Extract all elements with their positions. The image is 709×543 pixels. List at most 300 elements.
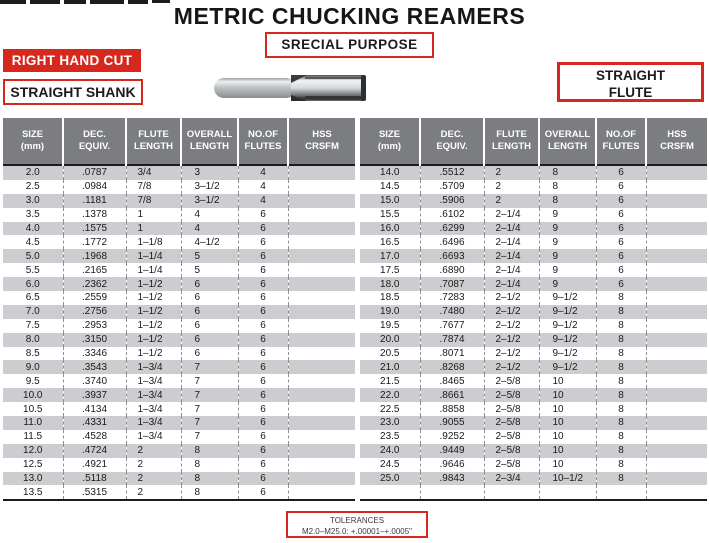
cell: 10: [539, 402, 596, 416]
table-row: [360, 430, 707, 444]
cell: .5906: [420, 194, 484, 208]
cell: [646, 291, 707, 305]
cell: [360, 485, 420, 500]
cell: 4.5: [25, 236, 40, 248]
cell: 23.0: [380, 417, 400, 429]
cell: .1772: [63, 235, 126, 249]
table-row: [3, 485, 355, 500]
cell: 2: [126, 458, 181, 472]
cell: .3937: [63, 388, 126, 402]
table-row: [3, 388, 355, 402]
cell: .4134: [63, 402, 126, 416]
cell: 8: [596, 458, 646, 472]
cell: 2–1/2: [484, 319, 539, 333]
cell: .1968: [63, 249, 126, 263]
cell: 1–3/4: [126, 388, 181, 402]
cell: 8: [596, 305, 646, 319]
cell: 6: [238, 249, 288, 263]
cell: [288, 319, 355, 333]
cell: 6: [238, 485, 288, 500]
cell: 10.5: [23, 403, 43, 415]
cell: 10–1/2: [539, 472, 596, 486]
cell: 8: [596, 402, 646, 416]
table-row: [3, 374, 355, 388]
cell: 4: [238, 194, 288, 208]
reamer-illustration: [213, 71, 369, 105]
cell: 7.0: [25, 306, 40, 318]
table-row: [3, 360, 355, 374]
cell: 24.0: [380, 445, 400, 457]
cell: [646, 374, 707, 388]
cell: 1–3/4: [126, 416, 181, 430]
cell: 1: [126, 208, 181, 222]
cell: .7283: [420, 291, 484, 305]
cell: 6: [596, 165, 646, 180]
table-row: [360, 194, 707, 208]
cell: .4528: [63, 430, 126, 444]
cell: 1–1/4: [126, 249, 181, 263]
cell: .9843: [420, 472, 484, 486]
col-hss-crsfm: HSS CRSFM: [646, 118, 707, 165]
cell: 1–3/4: [126, 374, 181, 388]
cell: 16.5: [380, 236, 400, 248]
cell: 8: [181, 458, 238, 472]
cell: [539, 485, 596, 500]
col-hss-crsfm: HSS CRSFM: [288, 118, 355, 165]
cell: 6: [238, 235, 288, 249]
cell: [646, 319, 707, 333]
cell: 6: [181, 277, 238, 291]
cell: 22.5: [380, 403, 400, 415]
cell: .2559: [63, 291, 126, 305]
cell: [646, 277, 707, 291]
cell: .0787: [63, 165, 126, 180]
cell: 6: [238, 472, 288, 486]
col-overall-length: OVERALL LENGTH: [181, 118, 238, 165]
cell: [646, 194, 707, 208]
cell: 8: [596, 444, 646, 458]
tolerances-box: [286, 511, 428, 538]
cell: 2–1/2: [484, 360, 539, 374]
cell: .3543: [63, 360, 126, 374]
table-row: [3, 235, 355, 249]
cell: 8: [181, 444, 238, 458]
cell: 6: [238, 222, 288, 236]
cell: 2–1/4: [484, 263, 539, 277]
cell: 9–1/2: [539, 291, 596, 305]
cell: .0984: [63, 180, 126, 194]
cell: .6890: [420, 263, 484, 277]
cell: 1–3/4: [126, 430, 181, 444]
table-row: [360, 485, 707, 500]
cell: 6: [238, 263, 288, 277]
table-row: [3, 416, 355, 430]
cell: 7: [181, 430, 238, 444]
cell: 7: [181, 402, 238, 416]
cell: 8: [539, 194, 596, 208]
table-row: [360, 263, 707, 277]
cell: 9–1/2: [539, 319, 596, 333]
cell: 6: [238, 444, 288, 458]
col-overall-length: OVERALL LENGTH: [539, 118, 596, 165]
cell: 2–1/2: [484, 305, 539, 319]
table-row: [3, 194, 355, 208]
cell: 2–5/8: [484, 444, 539, 458]
cell: 1–1/2: [126, 319, 181, 333]
col-size: SIZE (mm): [360, 118, 420, 165]
cell: 2–5/8: [484, 416, 539, 430]
col-size: SIZE (mm): [3, 118, 63, 165]
cell: 13.5: [23, 486, 43, 498]
cell: 9: [539, 222, 596, 236]
cell: 2.0: [25, 167, 40, 179]
cell: .2953: [63, 319, 126, 333]
cell: [288, 360, 355, 374]
cell: 2: [126, 485, 181, 500]
straight-shank-badge: STRAIGHT SHANK: [3, 79, 143, 105]
cell: .8465: [420, 374, 484, 388]
cell: 8: [539, 165, 596, 180]
tolerances-title: TOLERANCES: [329, 516, 385, 525]
cell: 6: [181, 333, 238, 347]
cell: 3–1/2: [181, 194, 238, 208]
cell: 15.5: [380, 209, 400, 221]
table-row: [360, 249, 707, 263]
table-row: [360, 458, 707, 472]
table-row: [360, 165, 707, 180]
cell: [288, 208, 355, 222]
cell: 10: [539, 374, 596, 388]
cell: 8: [596, 374, 646, 388]
cell: [288, 249, 355, 263]
cell: 10: [539, 458, 596, 472]
cell: 5.5: [25, 264, 40, 276]
table-row: [360, 277, 707, 291]
cell: 2–1/4: [484, 277, 539, 291]
cell: 8: [596, 472, 646, 486]
cell: .1575: [63, 222, 126, 236]
cell: 4.0: [25, 223, 40, 234]
cell: 17.5: [380, 264, 400, 276]
cell: [288, 402, 355, 416]
cell: 23.5: [380, 431, 400, 443]
cell: 6: [238, 430, 288, 444]
cell: 7: [181, 360, 238, 374]
cell: 8: [181, 472, 238, 486]
cell: 7/8: [126, 180, 181, 194]
cell: 2: [484, 194, 539, 208]
cell: 6: [238, 319, 288, 333]
cell: [646, 305, 707, 319]
cell: 2–1/4: [484, 208, 539, 222]
col-dec-equiv: DEC. EQUIV.: [420, 118, 484, 165]
cell: [288, 388, 355, 402]
tolerances-value: M2.0–M25.0: +.00001–+.0005": [301, 527, 413, 536]
cell: .8858: [420, 402, 484, 416]
cell: 6: [238, 402, 288, 416]
cell: [646, 347, 707, 361]
table-row: [360, 374, 707, 388]
cell: 2: [484, 165, 539, 180]
cell: 2–5/8: [484, 430, 539, 444]
cell: .8268: [420, 360, 484, 374]
cell: .6299: [420, 222, 484, 236]
cell: 9.0: [25, 361, 40, 373]
table-row: [360, 444, 707, 458]
cell: [646, 444, 707, 458]
cell: 10.0: [23, 389, 43, 401]
cell: 7: [181, 374, 238, 388]
cell: 22.0: [380, 389, 400, 401]
cell: [288, 374, 355, 388]
cell: [288, 263, 355, 277]
table-row: [360, 472, 707, 486]
cell: 10: [539, 444, 596, 458]
cell: 7/8: [126, 194, 181, 208]
cell: 1–1/4: [126, 263, 181, 277]
cell: [288, 416, 355, 430]
cell: .6496: [420, 235, 484, 249]
cell: 4: [181, 208, 238, 222]
cell: 1–1/2: [126, 333, 181, 347]
cell: .4724: [63, 444, 126, 458]
cell: [288, 165, 355, 180]
cell: 2.5: [25, 181, 40, 193]
cell: 1–3/4: [126, 360, 181, 374]
col-no-of-flutes: NO.OF FLUTES: [238, 118, 288, 165]
cell: 15.0: [380, 195, 400, 207]
cell: .7480: [420, 305, 484, 319]
col-flute-length: FLUTE LENGTH: [126, 118, 181, 165]
table-header: [360, 118, 707, 165]
cell: [646, 458, 707, 472]
cell: 11.5: [23, 431, 43, 443]
cell: .4331: [63, 416, 126, 430]
cell: 8: [181, 485, 238, 500]
cell: 9: [539, 235, 596, 249]
cell: 6: [238, 458, 288, 472]
table-row: [360, 305, 707, 319]
table-row: [3, 222, 355, 236]
cell: 20.5: [380, 348, 400, 360]
cell: 6: [238, 208, 288, 222]
cell: 2–5/8: [484, 402, 539, 416]
cell: 2–5/8: [484, 458, 539, 472]
cell: [646, 430, 707, 444]
cell: .9646: [420, 458, 484, 472]
cell: 6: [596, 263, 646, 277]
table-row: [3, 333, 355, 347]
cell: [288, 277, 355, 291]
cell: [288, 444, 355, 458]
cell: .1378: [63, 208, 126, 222]
cell: 2: [126, 472, 181, 486]
cell: 2: [126, 444, 181, 458]
cell: 6: [238, 305, 288, 319]
table-row: [360, 333, 707, 347]
cell: [288, 235, 355, 249]
cell: 11.0: [23, 417, 43, 429]
table-row: [3, 263, 355, 277]
cell: 6: [238, 416, 288, 430]
cell: 3.5: [25, 209, 40, 221]
table-row: [360, 347, 707, 361]
cell: 6: [238, 388, 288, 402]
cell: [288, 180, 355, 194]
cell: [288, 333, 355, 347]
cell: .2362: [63, 277, 126, 291]
cell: 8: [596, 333, 646, 347]
cell: 19.0: [380, 306, 400, 318]
table-row: [3, 444, 355, 458]
table-row: [3, 319, 355, 333]
cell: 21.5: [380, 375, 400, 387]
table-body-left: [3, 165, 355, 500]
cell: 4: [181, 222, 238, 236]
cell: [288, 305, 355, 319]
table-body-right: [360, 165, 707, 500]
cell: .4921: [63, 458, 126, 472]
cell: 6: [238, 277, 288, 291]
cell: 18.5: [380, 292, 400, 304]
cell: 2–1/4: [484, 222, 539, 236]
cell: 6: [596, 222, 646, 236]
cell: 4: [238, 180, 288, 194]
cell: .2756: [63, 305, 126, 319]
cell: 6: [238, 360, 288, 374]
cell: 6: [596, 194, 646, 208]
col-flute-length: FLUTE LENGTH: [484, 118, 539, 165]
cell: [646, 263, 707, 277]
cell: .8071: [420, 347, 484, 361]
cell: 6: [596, 249, 646, 263]
cell: 14.0: [380, 167, 400, 179]
cell: 6: [181, 319, 238, 333]
table-row: [360, 291, 707, 305]
straight-flute-line1: STRAIGHT: [596, 68, 665, 83]
cell: 7: [181, 388, 238, 402]
cell: .1181: [63, 194, 126, 208]
cell: [288, 194, 355, 208]
straight-flute-badge: [557, 62, 704, 102]
cell: 8.0: [25, 334, 40, 346]
right-hand-cut-badge: RIGHT HAND CUT: [3, 49, 141, 72]
cell: 6: [238, 291, 288, 305]
cell: 2–3/4: [484, 472, 539, 486]
cell: 1–1/2: [126, 305, 181, 319]
cell: [646, 333, 707, 347]
table-header: [3, 118, 355, 165]
cell: 9–1/2: [539, 305, 596, 319]
cell: 9: [539, 249, 596, 263]
cell: .3346: [63, 347, 126, 361]
cell: 9.5: [25, 375, 40, 387]
cell: .5118: [63, 472, 126, 486]
cell: [288, 430, 355, 444]
table-row: [360, 208, 707, 222]
cell: .7874: [420, 333, 484, 347]
cell: 16.0: [380, 223, 400, 234]
straight-flute-line2: FLUTE: [608, 85, 653, 100]
cell: 6: [181, 347, 238, 361]
cell: 2–5/8: [484, 374, 539, 388]
cell: 10: [539, 416, 596, 430]
cell: 8: [596, 416, 646, 430]
cell: [646, 165, 707, 180]
cell: [288, 347, 355, 361]
col-dec-equiv: DEC. EQUIV.: [63, 118, 126, 165]
cell: [646, 249, 707, 263]
table-row: [360, 180, 707, 194]
table-row: [3, 402, 355, 416]
reamer-table-left: [3, 118, 355, 501]
cell: [420, 485, 484, 500]
table-row: [3, 458, 355, 472]
cell: 19.5: [380, 320, 400, 332]
cell: 12.0: [23, 445, 43, 457]
cell: 2–1/4: [484, 235, 539, 249]
cell: 1–1/2: [126, 291, 181, 305]
cell: 8: [596, 388, 646, 402]
table-row: [3, 291, 355, 305]
cell: .5315: [63, 485, 126, 500]
cell: [596, 485, 646, 500]
cell: .3150: [63, 333, 126, 347]
cell: .6693: [420, 249, 484, 263]
cell: [646, 180, 707, 194]
table-row: [360, 416, 707, 430]
cell: 5: [181, 263, 238, 277]
cell: 1–1/2: [126, 277, 181, 291]
cell: [484, 485, 539, 500]
table-row: [360, 235, 707, 249]
cell: 14.5: [380, 181, 400, 193]
cell: 9–1/2: [539, 360, 596, 374]
cell: .7677: [420, 319, 484, 333]
cell: .5512: [420, 165, 484, 180]
table-row: [360, 222, 707, 236]
cell: 6: [181, 291, 238, 305]
table-row: [3, 180, 355, 194]
cell: 25.0: [380, 473, 400, 485]
table-row: [360, 360, 707, 374]
special-purpose-badge: SRECIAL PURPOSE: [265, 32, 434, 58]
cell: [288, 291, 355, 305]
cell: 7: [181, 416, 238, 430]
cell: 4: [238, 165, 288, 180]
table-row: [360, 402, 707, 416]
cell: 20.0: [380, 334, 400, 346]
cell: 10: [539, 430, 596, 444]
cell: .9449: [420, 444, 484, 458]
cell: .5709: [420, 180, 484, 194]
cell: 6: [238, 333, 288, 347]
table-row: [3, 472, 355, 486]
table-row: [3, 305, 355, 319]
cell: 6: [596, 180, 646, 194]
cell: 8: [596, 319, 646, 333]
cell: 5: [181, 249, 238, 263]
cell: 6: [596, 235, 646, 249]
cell: 1–1/8: [126, 235, 181, 249]
cell: .9252: [420, 430, 484, 444]
cell: 3: [181, 165, 238, 180]
cell: 1: [126, 222, 181, 236]
cell: .6102: [420, 208, 484, 222]
cell: 12.5: [23, 459, 43, 471]
cell: .3740: [63, 374, 126, 388]
cell: 8: [596, 291, 646, 305]
